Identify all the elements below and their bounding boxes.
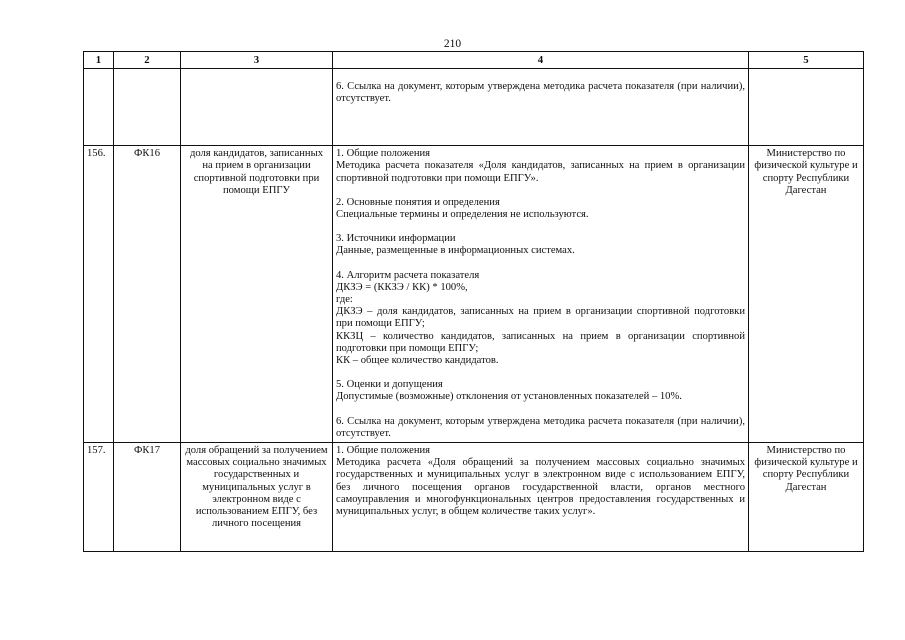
section-text: Специальные термины и определения не используются. [336, 209, 589, 221]
indicator-name: доля обращений за получением массовых социально значимых государственных и муниципальных услуг в электронном виде с использованием ЕПГУ, без личного посещения [181, 443, 333, 552]
cell-empty [84, 69, 114, 146]
reference-text: 6. Ссылка на документ, которым утверждена методика расчета показателя (при наличии), отсутствует. [336, 415, 745, 439]
formula-definition: КК – общее количество кандидатов. [336, 355, 499, 367]
responsible-ministry: Министерство по физической культуре и спорту Республики Дагестан [749, 443, 864, 552]
section-estimates [336, 379, 745, 403]
table-row-156 [84, 146, 864, 443]
section-general [336, 445, 745, 518]
page-number: 210 [443, 38, 462, 50]
section-text: Данные, размещенные в информационных системах. [336, 245, 575, 257]
column-header-1: 1 [84, 52, 114, 69]
cell-method-continuation [333, 69, 749, 146]
section-sources [336, 233, 745, 257]
row-number: 157. [84, 443, 114, 552]
formula-definition: ДКЗЭ – доля кандидатов, записанных на прием в организации спортивной подготовки при помощи ЕПГУ; [336, 306, 745, 330]
section-terms [336, 197, 745, 221]
section-text: Методика расчета показателя «Доля кандидатов, записанных на прием в организации спортивной подготовки при помощи ЕПГУ». [336, 160, 745, 184]
row-number: 156. [84, 146, 114, 443]
indicator-methodology [333, 443, 749, 552]
table-row-continuation [84, 69, 864, 146]
indicator-name: доля кандидатов, записанных на прием в организации спортивной подготовки при помощи ЕПГУ [181, 146, 333, 443]
responsible-ministry: Министерство по физической культуре и спорту Республики Дагестан [749, 146, 864, 443]
section-title: 5. Оценки и допущения [336, 379, 443, 391]
section-text: Допустимые (возможные) отклонения от установленных показателей – 10%. [336, 391, 682, 403]
column-header-5: 5 [749, 52, 864, 69]
section-general [336, 148, 745, 185]
indicator-code: ФК16 [114, 146, 181, 443]
table-header-row [84, 52, 864, 69]
section-reference [336, 416, 745, 440]
column-header-4: 4 [333, 52, 749, 69]
section-title: 3. Источники информации [336, 233, 456, 245]
formula-where: где: [336, 294, 353, 306]
indicator-table [83, 51, 864, 552]
column-header-2: 2 [114, 52, 181, 69]
cell-empty [181, 69, 333, 146]
section-title: 2. Основные понятия и определения [336, 196, 500, 208]
formula-definition: ККЗЦ – количество кандидатов, записанных на прием в организации спортивной подготовки при помощи ЕПГУ; [336, 330, 745, 354]
table-row-157 [84, 443, 864, 552]
section-title: 1. Общие положения [336, 148, 431, 160]
indicator-code: ФК17 [114, 443, 181, 552]
cell-empty [114, 69, 181, 146]
reference-text: 6. Ссылка на документ, которым утверждена методика расчета показателя (при наличии), отсутствует. [336, 81, 745, 105]
section-algorithm [336, 270, 745, 368]
section-title: 4. Алгоритм расчета показателя [336, 269, 480, 281]
column-header-3: 3 [181, 52, 333, 69]
formula: ДКЗЭ = (ККЗЭ / КК) * 100%, [336, 281, 468, 293]
cell-empty [749, 69, 864, 146]
indicator-methodology [333, 146, 749, 443]
section-text: Методика расчета «Доля обращений за получением массовых социально значимых государственных и муниципальных услуг в электронном виде с использованием ЕПГУ, без личного посещения органов государственной власти, органов местного самоуправления и многофункциональных центров предоставления государственных и муниципальных услуг, в общем количестве таких услуг». [336, 457, 745, 518]
section-title: 1. Общие положения [336, 445, 431, 457]
